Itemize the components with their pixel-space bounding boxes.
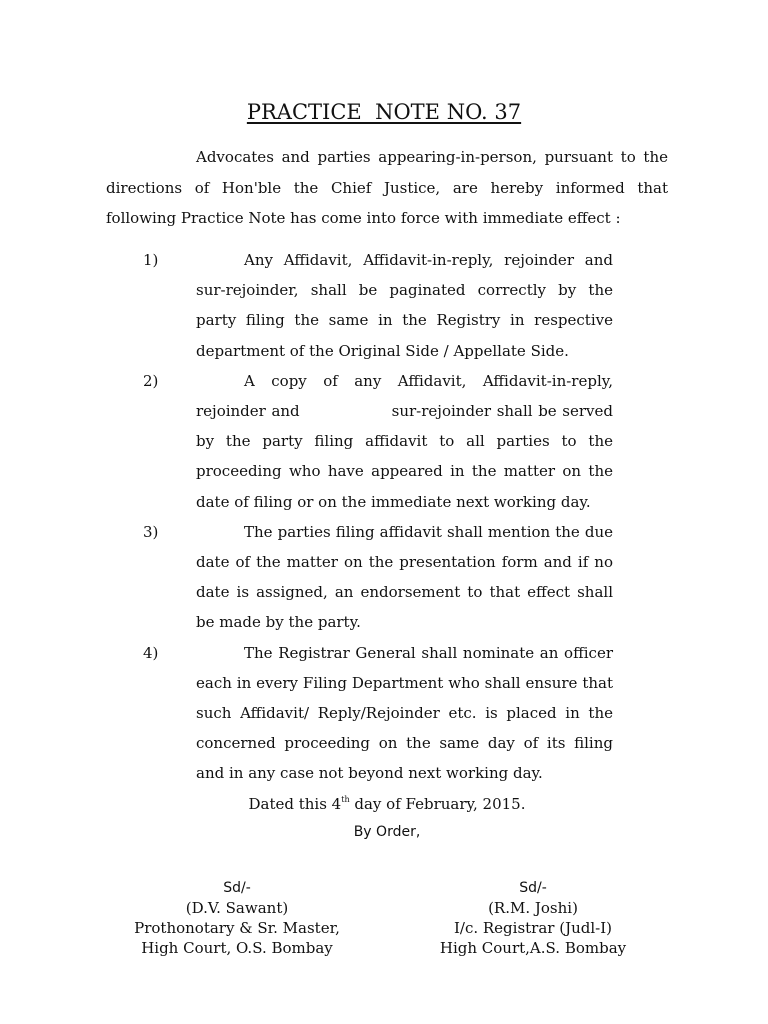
note-body: The parties filing affidavit shall mention the due date of the matter on the presentation form and if no date is assigned, an endorsement to that effect shall be made by the party. — [196, 522, 613, 632]
note-body: The Registrar General shall nominate an officer each in every Filing Department who shall ensure that such Affidavit/ Reply/Rejoinder etc. is placed in the concerned proceeding on the same day of its filing and in any case not beyond next working day. — [196, 643, 613, 783]
note-number: 1) — [143, 251, 159, 269]
signatory-right — [428, 878, 638, 958]
signatory-name: (R.M. Joshi) — [488, 899, 578, 917]
signature-mark: Sd/- — [519, 880, 547, 896]
note-text — [196, 245, 613, 366]
intro-text: Advocates and parties appearing-in-person, pursuant to the directions of Hon'ble the Chief Justice, are hereby informed that following Practice Note has come into force with immediate effect : — [106, 148, 668, 227]
list-item — [0, 366, 768, 517]
signatory-name: (D.V. Sawant) — [185, 899, 289, 917]
page-title: PRACTICE NOTE NO. 37 — [246, 100, 522, 124]
dated-ordinal: th — [341, 795, 350, 804]
signatory-office: High Court,A.S. Bombay — [439, 939, 627, 957]
note-text — [196, 366, 613, 517]
intro-paragraph — [106, 142, 668, 234]
note-body-rest: sur-rejoinder shall be served by the party filing affidavit to all parties to the proceeding who have appeared in the matter on the date of filing or on the immediate next working day. — [196, 402, 613, 511]
note-number: 3) — [143, 522, 159, 541]
note-text — [196, 517, 613, 638]
note-body-first: A copy of any Affidavit, Affidavit-in-reply, rejoinder and — [196, 371, 613, 421]
list-item — [0, 517, 768, 638]
dated-line — [0, 792, 768, 816]
note-number: 4) — [143, 643, 159, 662]
signature-mark: Sd/- — [223, 880, 251, 896]
note-text — [196, 638, 613, 789]
by-order: By Order, — [353, 824, 421, 840]
dated-rest: day of February, 2015. — [349, 795, 526, 813]
signatory-office: High Court, O.S. Bombay — [141, 939, 333, 957]
list-item — [0, 638, 768, 789]
practice-note-list — [0, 245, 768, 789]
list-item — [0, 245, 768, 366]
dated-prefix: Dated this 4 — [248, 795, 342, 813]
signatory-left — [132, 878, 342, 958]
note-number: 2) — [143, 371, 159, 390]
signatory-designation: Prothonotary & Sr. Master, — [134, 919, 340, 937]
note-body: Any Affidavit, Affidavit-in-reply, rejoinder and sur-rejoinder, shall be paginated correctly by the party filing the same in the Registry in respective department of the Original Side / Appellate Side. — [196, 251, 613, 360]
signatory-designation: I/c. Registrar (Judl-I) — [453, 919, 613, 937]
